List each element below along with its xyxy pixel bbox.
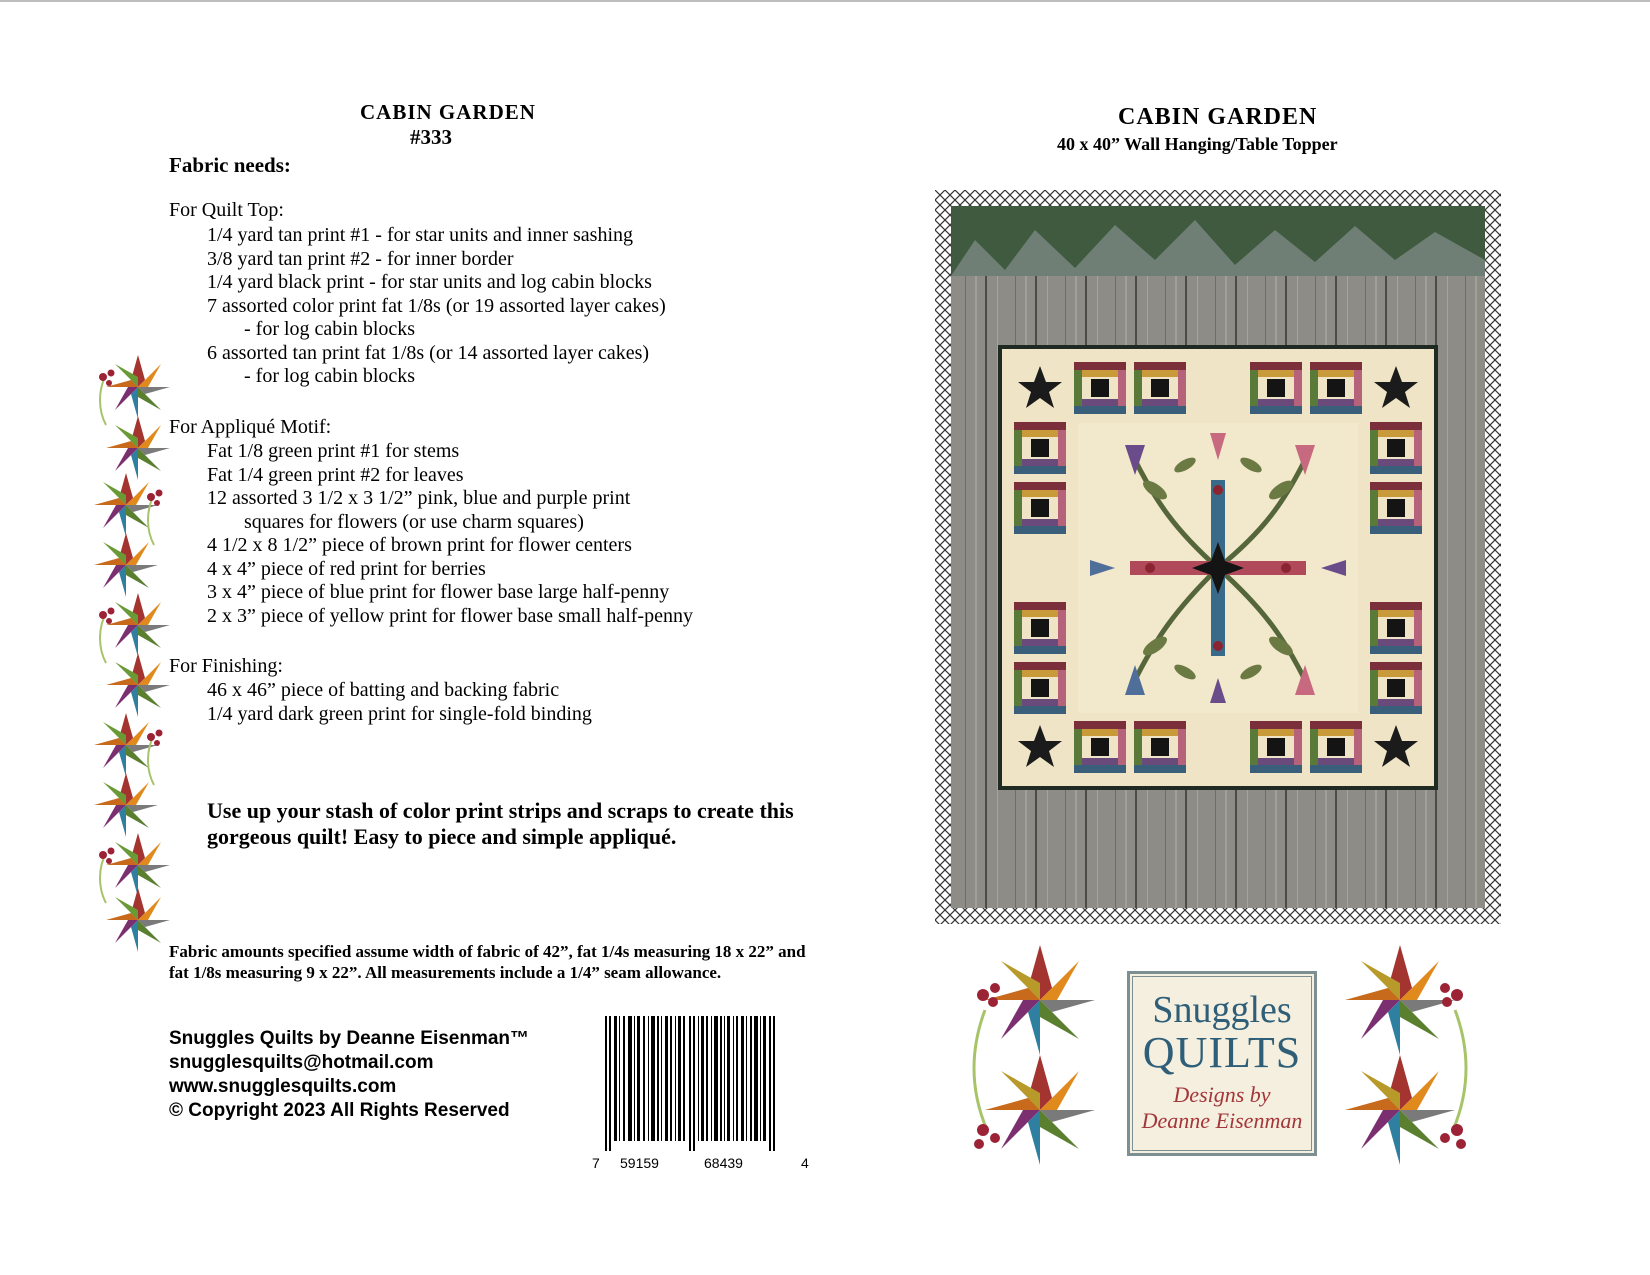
list-item: 7 assorted color print fat 1/8s (or 19 assorted layer cakes) (207, 294, 666, 317)
logo-designer-name: Deanne Eisenman (1141, 1108, 1303, 1133)
list-item: Fat 1/8 green print #1 for stems (207, 440, 460, 462)
barcode-digit-last: 4 (801, 1155, 809, 1171)
applique-list (207, 440, 693, 628)
list-item: 1/4 yard dark green print for single-fold binding (207, 702, 592, 725)
list-item: 12 assorted 3 1/2 x 3 1/2” pink, blue and purple print (207, 487, 631, 509)
list-item: 6 assorted tan print fat 1/8s (or 14 assorted layer cakes) (207, 341, 650, 364)
right-subtitle: 40 x 40” Wall Hanging/Table Topper (1057, 134, 1338, 154)
top-rule (0, 0, 1650, 2)
section-heading-finishing: For Finishing: (169, 655, 283, 677)
fabric-note: Fabric amounts specified assume width of fabric of 42”, fat 1/4s measuring 18 x 22” and fat 1/8s measuring 9 x 22”. All measurements include a 1/4” seam allowance. (169, 942, 806, 982)
barcode-digits-group2: 68439 (704, 1155, 743, 1171)
list-item: - for log cabin blocks (244, 318, 416, 340)
list-item: 4 x 4” piece of red print for berries (207, 557, 486, 580)
list-item: - for log cabin blocks (244, 365, 416, 387)
email-line: snugglesquilts@hotmail.com (169, 1052, 434, 1073)
logo-designs-by-text: Designs by (1173, 1082, 1271, 1107)
snuggles-quilts-logo (1127, 971, 1317, 1156)
quilt-photo (935, 190, 1501, 924)
promo-text: Use up your stash of color print strips and scraps to create this gorgeous quilt! Easy to piece and simple appliqué. (207, 798, 794, 849)
left-title: CABIN GARDEN (360, 100, 536, 124)
fabric-needs-heading: Fabric needs: (169, 153, 291, 177)
list-item: 4 1/2 x 8 1/2” piece of brown print for flower centers (207, 534, 632, 556)
barcode-digits-group1: 59159 (620, 1155, 659, 1171)
section-heading-applique: For Appliqué Motif: (169, 416, 332, 438)
quilt-top-list (207, 224, 666, 389)
logo-snuggles-text: Snuggles (1152, 989, 1292, 1031)
star-border-decoration (88, 355, 178, 955)
section-heading-quilt-top: For Quilt Top: (169, 199, 284, 221)
list-item: 46 x 46” piece of batting and backing fabric (207, 679, 560, 701)
finishing-list (207, 679, 592, 726)
pattern-number: #333 (410, 125, 452, 149)
list-item: 1/4 yard tan print #1 - for star units and inner sashing (207, 224, 634, 246)
list-item: 3 x 4” piece of blue print for flower base large half-penny (207, 581, 670, 603)
contact-block (169, 1027, 529, 1123)
list-item: Fat 1/4 green print #2 for leaves (207, 463, 464, 486)
list-item: 3/8 yard tan print #2 - for inner border (207, 247, 514, 270)
list-item: squares for flowers (or use charm squares) (244, 510, 584, 533)
list-item: 2 x 3” piece of yellow print for flower base small half-penny (207, 604, 693, 627)
barcode-digit-first: 7 (592, 1155, 600, 1171)
right-title: CABIN GARDEN (1118, 104, 1318, 130)
barcode-image (603, 1016, 803, 1151)
list-item: 1/4 yard black print - for star units and log cabin blocks (207, 271, 652, 293)
logo-quilts-text: QUILTS (1142, 1028, 1302, 1077)
website-line: www.snugglesquilts.com (169, 1076, 397, 1097)
designer-line: Snuggles Quilts by Deanne Eisenman™ (169, 1028, 530, 1049)
copyright-line: © Copyright 2023 All Rights Reserved (169, 1100, 510, 1121)
